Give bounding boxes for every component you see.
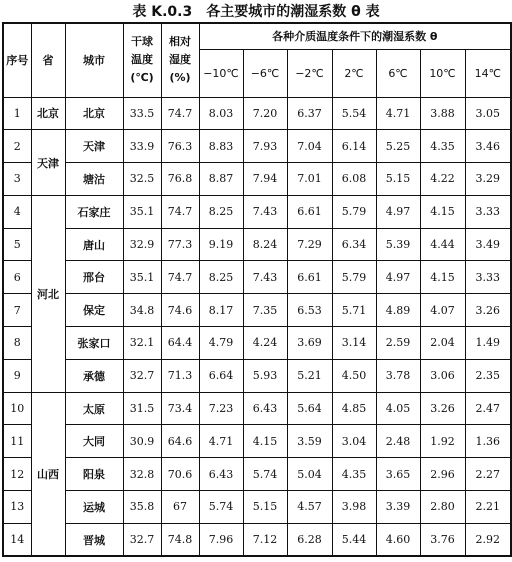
- coefficient-cell: 8.25: [199, 195, 243, 228]
- row-number: 2: [3, 130, 31, 163]
- relative-humidity-cell: 76.3: [161, 130, 199, 163]
- coefficient-cell: 2.48: [376, 425, 420, 458]
- dry-bulb-temp-cell: 35.1: [123, 261, 161, 294]
- row-number: 3: [3, 163, 31, 196]
- header-humidity: [161, 23, 199, 97]
- coefficient-cell: 4.79: [199, 327, 243, 360]
- row-number: 8: [3, 327, 31, 360]
- table-row: [3, 97, 511, 130]
- relative-humidity-cell: 64.4: [161, 327, 199, 360]
- city-cell: 塘沽: [65, 163, 123, 196]
- coefficient-cell: 2.92: [465, 523, 511, 556]
- coefficient-cell: 4.71: [376, 97, 420, 130]
- coefficient-cell: 3.39: [376, 491, 420, 524]
- coefficient-cell: 4.35: [332, 458, 376, 491]
- header-temp: 14℃: [465, 49, 511, 97]
- coefficient-cell: 3.26: [420, 392, 465, 425]
- coefficient-cell: 7.20: [243, 97, 287, 130]
- province-cell: 山西: [31, 392, 65, 556]
- coefficient-cell: 3.06: [420, 359, 465, 392]
- row-number: 5: [3, 228, 31, 261]
- relative-humidity-cell: 74.8: [161, 523, 199, 556]
- province-cell: 河北: [31, 195, 65, 392]
- coefficient-cell: 5.15: [243, 491, 287, 524]
- row-number: 10: [3, 392, 31, 425]
- coefficient-cell: 2.47: [465, 392, 511, 425]
- coefficient-cell: 6.08: [332, 163, 376, 196]
- table-row: [3, 261, 511, 294]
- coefficient-cell: 7.12: [243, 523, 287, 556]
- city-cell: 晋城: [65, 523, 123, 556]
- coefficient-cell: 5.79: [332, 195, 376, 228]
- humidity-coefficient-table: [2, 22, 512, 557]
- coefficient-cell: 3.88: [420, 97, 465, 130]
- table-row: [3, 425, 511, 458]
- coefficient-cell: 8.25: [199, 261, 243, 294]
- dry-bulb-temp-cell: 32.7: [123, 523, 161, 556]
- dry-bulb-temp-cell: 32.5: [123, 163, 161, 196]
- row-number: 13: [3, 491, 31, 524]
- province-cell: 北京: [31, 97, 65, 130]
- coefficient-cell: 5.04: [287, 458, 332, 491]
- coefficient-cell: 4.97: [376, 195, 420, 228]
- dry-bulb-temp-cell: 33.9: [123, 130, 161, 163]
- header-province: 省: [31, 23, 65, 97]
- coefficient-cell: 7.94: [243, 163, 287, 196]
- coefficient-cell: 4.05: [376, 392, 420, 425]
- coefficient-cell: 2.04: [420, 327, 465, 360]
- table-row: [3, 458, 511, 491]
- header-temp: 6℃: [376, 49, 420, 97]
- relative-humidity-cell: 67: [161, 491, 199, 524]
- header-dry-bulb: [123, 23, 161, 97]
- header-temp: −6℃: [243, 49, 287, 97]
- row-number: 7: [3, 294, 31, 327]
- coefficient-cell: 2.59: [376, 327, 420, 360]
- city-cell: 承德: [65, 359, 123, 392]
- coefficient-cell: 7.35: [243, 294, 287, 327]
- coefficient-cell: 5.15: [376, 163, 420, 196]
- dry-bulb-temp-cell: 32.9: [123, 228, 161, 261]
- coefficient-cell: 5.44: [332, 523, 376, 556]
- dry-bulb-temp-cell: 32.1: [123, 327, 161, 360]
- coefficient-cell: 3.04: [332, 425, 376, 458]
- coefficient-cell: 6.53: [287, 294, 332, 327]
- table-row: [3, 491, 511, 524]
- header-city: 城市: [65, 23, 123, 97]
- coefficient-cell: 9.19: [199, 228, 243, 261]
- coefficient-cell: 2.21: [465, 491, 511, 524]
- coefficient-cell: 7.93: [243, 130, 287, 163]
- coefficient-cell: 5.79: [332, 261, 376, 294]
- relative-humidity-cell: 76.8: [161, 163, 199, 196]
- coefficient-cell: 6.43: [199, 458, 243, 491]
- coefficient-cell: 2.80: [420, 491, 465, 524]
- coefficient-cell: 3.33: [465, 195, 511, 228]
- relative-humidity-cell: 64.6: [161, 425, 199, 458]
- dry-bulb-temp-cell: 30.9: [123, 425, 161, 458]
- coefficient-cell: 1.49: [465, 327, 511, 360]
- coefficient-cell: 3.59: [287, 425, 332, 458]
- coefficient-cell: 8.87: [199, 163, 243, 196]
- coefficient-cell: 7.43: [243, 195, 287, 228]
- city-cell: 运城: [65, 491, 123, 524]
- coefficient-cell: 5.39: [376, 228, 420, 261]
- city-cell: 邢台: [65, 261, 123, 294]
- coefficient-cell: 8.83: [199, 130, 243, 163]
- coefficient-cell: 7.23: [199, 392, 243, 425]
- city-cell: 石家庄: [65, 195, 123, 228]
- coefficient-cell: 4.97: [376, 261, 420, 294]
- coefficient-cell: 1.36: [465, 425, 511, 458]
- header-temp: −10℃: [199, 49, 243, 97]
- city-cell: 天津: [65, 130, 123, 163]
- dry-bulb-temp-cell: 35.8: [123, 491, 161, 524]
- coefficient-cell: 8.17: [199, 294, 243, 327]
- coefficient-cell: 3.29: [465, 163, 511, 196]
- dry-bulb-temp-cell: 35.1: [123, 195, 161, 228]
- coefficient-cell: 4.44: [420, 228, 465, 261]
- dry-bulb-temp-cell: 33.5: [123, 97, 161, 130]
- coefficient-cell: 8.24: [243, 228, 287, 261]
- header-dry-bulb-line: (℃): [130, 71, 154, 85]
- coefficient-cell: 3.98: [332, 491, 376, 524]
- coefficient-cell: 1.92: [420, 425, 465, 458]
- coefficient-cell: 5.71: [332, 294, 376, 327]
- relative-humidity-cell: 70.6: [161, 458, 199, 491]
- coefficient-cell: 3.69: [287, 327, 332, 360]
- coefficient-cell: 6.34: [332, 228, 376, 261]
- table-row: [3, 228, 511, 261]
- coefficient-cell: 5.74: [199, 491, 243, 524]
- coefficient-cell: 7.43: [243, 261, 287, 294]
- table-title: 表 K.0.3 各主要城市的潮湿系数 θ 表: [132, 4, 380, 20]
- city-cell: 大同: [65, 425, 123, 458]
- city-cell: 北京: [65, 97, 123, 130]
- coefficient-cell: 4.24: [243, 327, 287, 360]
- header-humidity-line: (%): [169, 71, 191, 85]
- coefficient-cell: 5.74: [243, 458, 287, 491]
- table-row: [3, 392, 511, 425]
- header-no: 序号: [3, 23, 31, 97]
- coefficient-cell: 7.04: [287, 130, 332, 163]
- row-number: 9: [3, 359, 31, 392]
- coefficient-cell: 3.65: [376, 458, 420, 491]
- city-cell: 张家口: [65, 327, 123, 360]
- table-row: [3, 294, 511, 327]
- coefficient-cell: 5.54: [332, 97, 376, 130]
- coefficient-cell: 3.46: [465, 130, 511, 163]
- coefficient-cell: 6.37: [287, 97, 332, 130]
- table-row: [3, 195, 511, 228]
- city-cell: 太原: [65, 392, 123, 425]
- coefficient-cell: 4.15: [243, 425, 287, 458]
- table-row: [3, 523, 511, 556]
- coefficient-cell: 4.57: [287, 491, 332, 524]
- table-row: [3, 359, 511, 392]
- coefficient-cell: 5.25: [376, 130, 420, 163]
- header-temp: 2℃: [332, 49, 376, 97]
- header-temp: −2℃: [287, 49, 332, 97]
- header-dry-bulb-line: 干球: [131, 35, 153, 49]
- coefficient-cell: 4.85: [332, 392, 376, 425]
- coefficient-cell: 6.61: [287, 195, 332, 228]
- coefficient-cell: 2.96: [420, 458, 465, 491]
- coefficient-cell: 3.26: [465, 294, 511, 327]
- coefficient-cell: 5.64: [287, 392, 332, 425]
- dry-bulb-temp-cell: 32.7: [123, 359, 161, 392]
- province-cell: 天津: [31, 130, 65, 196]
- coefficient-cell: 5.21: [287, 359, 332, 392]
- header-group: 各种介质温度条件下的潮湿系数 θ: [199, 23, 511, 49]
- header-humidity-line: 湿度: [169, 53, 191, 67]
- coefficient-cell: 8.03: [199, 97, 243, 130]
- relative-humidity-cell: 77.3: [161, 228, 199, 261]
- coefficient-cell: 6.28: [287, 523, 332, 556]
- coefficient-cell: 4.15: [420, 261, 465, 294]
- relative-humidity-cell: 74.6: [161, 294, 199, 327]
- table-row: [3, 327, 511, 360]
- coefficient-cell: 4.35: [420, 130, 465, 163]
- coefficient-cell: 3.14: [332, 327, 376, 360]
- coefficient-cell: 3.05: [465, 97, 511, 130]
- coefficient-cell: 3.76: [420, 523, 465, 556]
- row-number: 11: [3, 425, 31, 458]
- coefficient-cell: 7.29: [287, 228, 332, 261]
- city-cell: 阳泉: [65, 458, 123, 491]
- coefficient-cell: 4.07: [420, 294, 465, 327]
- coefficient-cell: 7.96: [199, 523, 243, 556]
- coefficient-cell: 4.15: [420, 195, 465, 228]
- coefficient-cell: 3.78: [376, 359, 420, 392]
- coefficient-cell: 6.43: [243, 392, 287, 425]
- header-dry-bulb-line: 温度: [131, 53, 153, 67]
- coefficient-cell: 2.35: [465, 359, 511, 392]
- city-cell: 保定: [65, 294, 123, 327]
- coefficient-cell: 4.50: [332, 359, 376, 392]
- coefficient-cell: 3.49: [465, 228, 511, 261]
- coefficient-cell: 4.71: [199, 425, 243, 458]
- relative-humidity-cell: 73.4: [161, 392, 199, 425]
- city-cell: 唐山: [65, 228, 123, 261]
- row-number: 4: [3, 195, 31, 228]
- coefficient-cell: 6.64: [199, 359, 243, 392]
- relative-humidity-cell: 74.7: [161, 97, 199, 130]
- dry-bulb-temp-cell: 34.8: [123, 294, 161, 327]
- coefficient-cell: 2.27: [465, 458, 511, 491]
- row-number: 14: [3, 523, 31, 556]
- relative-humidity-cell: 71.3: [161, 359, 199, 392]
- coefficient-cell: 4.22: [420, 163, 465, 196]
- relative-humidity-cell: 74.7: [161, 195, 199, 228]
- row-number: 12: [3, 458, 31, 491]
- coefficient-cell: 4.89: [376, 294, 420, 327]
- header-temp: 10℃: [420, 49, 465, 97]
- coefficient-cell: 4.60: [376, 523, 420, 556]
- row-number: 1: [3, 97, 31, 130]
- coefficient-cell: 6.61: [287, 261, 332, 294]
- header-humidity-line: 相对: [169, 35, 191, 49]
- coefficient-cell: 3.33: [465, 261, 511, 294]
- table-row: [3, 163, 511, 196]
- dry-bulb-temp-cell: 32.8: [123, 458, 161, 491]
- coefficient-cell: 7.01: [287, 163, 332, 196]
- relative-humidity-cell: 74.7: [161, 261, 199, 294]
- table-row: [3, 130, 511, 163]
- row-number: 6: [3, 261, 31, 294]
- coefficient-cell: 5.93: [243, 359, 287, 392]
- dry-bulb-temp-cell: 31.5: [123, 392, 161, 425]
- coefficient-cell: 6.14: [332, 130, 376, 163]
